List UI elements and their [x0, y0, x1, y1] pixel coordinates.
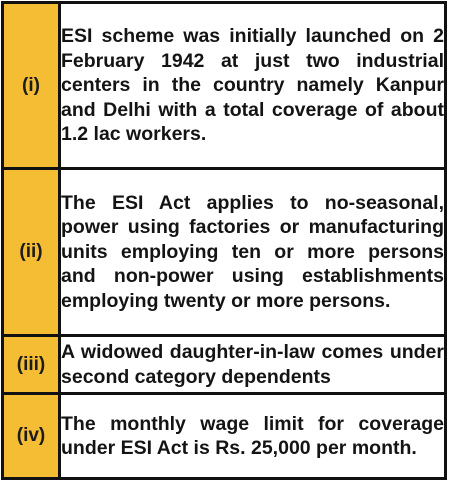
statement-text: The ESI Act applies to no-seasonal, power using factories or manufacturing units employing ten or more persons and non-power using establishments employing twenty or more persons.	[60, 169, 446, 336]
statements-table	[1, 1, 447, 480]
statement-row-iv	[3, 394, 446, 479]
statement-number: (iii)	[3, 336, 60, 394]
statement-text: A widowed daughter-in-law comes under second category dependents	[60, 336, 446, 394]
statement-text: ESI scheme was initially launched on 2 February 1942 at just two industrial centers in the country namely Kanpur and Delhi with a total coverage of about 1.2 lac workers.	[60, 3, 446, 169]
statement-row-i	[3, 3, 446, 169]
statement-row-iii	[3, 336, 446, 394]
statement-number: (i)	[3, 3, 60, 169]
statement-text: The monthly wage limit for coverage under ESI Act is Rs. 25,000 per month.	[60, 394, 446, 479]
statement-row-ii	[3, 169, 446, 336]
statement-number: (iv)	[3, 394, 60, 479]
statement-number: (ii)	[3, 169, 60, 336]
